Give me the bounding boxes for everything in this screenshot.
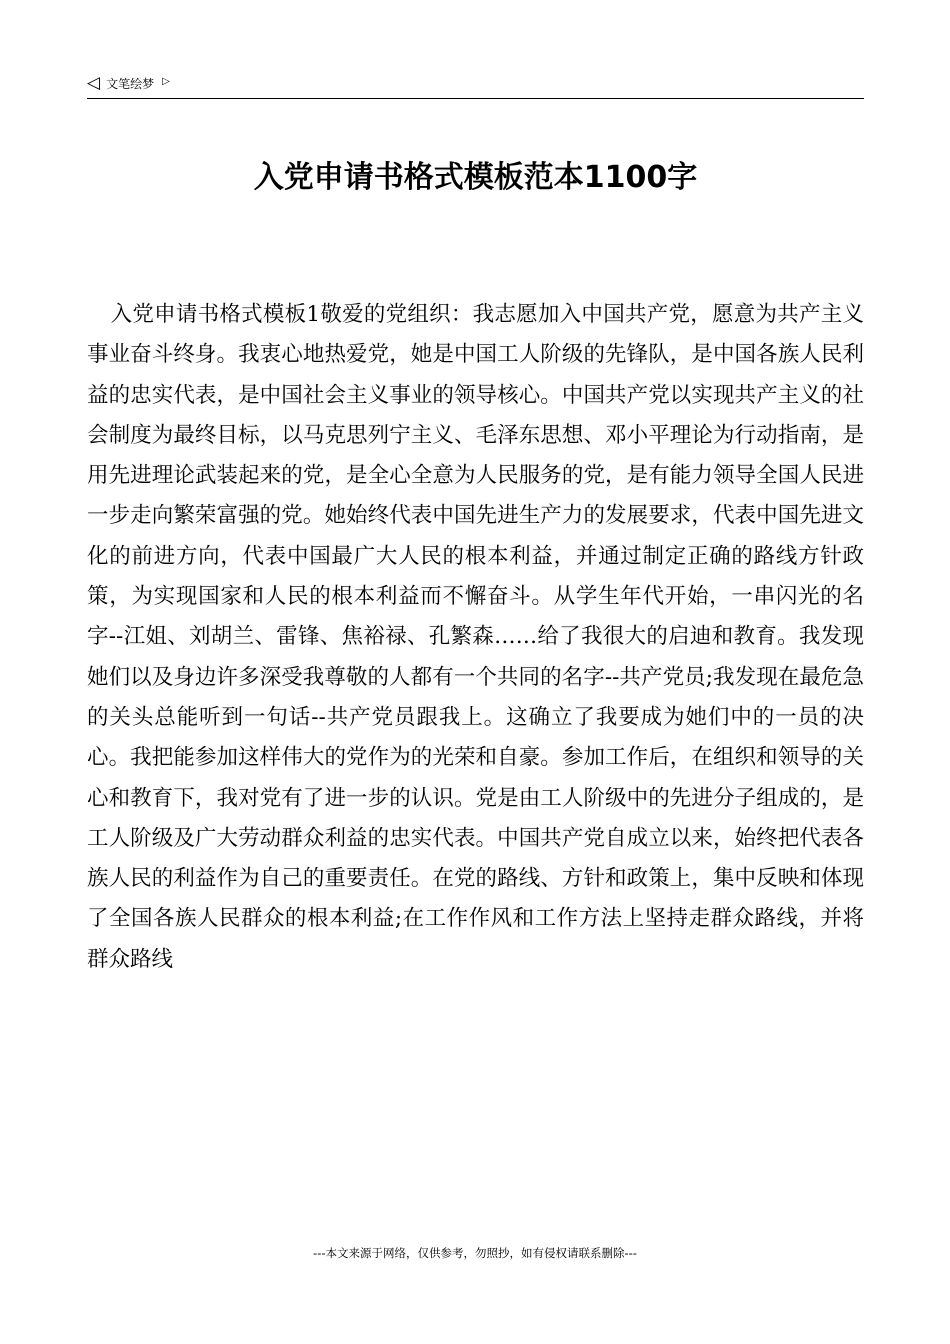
page-footer: ---本文来源于网络，仅供参考，勿照抄，如有侵权请联系删除---	[313, 1246, 637, 1260]
triangle-right-icon: ▷	[162, 75, 170, 87]
header-text: 文笔绘梦	[106, 76, 155, 91]
document-title: 入党申请书格式模板范本1100字	[253, 160, 698, 195]
document-body: 入党申请书格式模板1敬爱的党组织：我志愿加入中国共产党，愿意为共产主义事业奋斗终身。我衷心地热爱党，她是中国工人阶级的先锋队，是中国各族人民利益的忠实代表，是中国社会主义事业的领导核心。中国共产党以实现共产主义的社会制度为最终目标，以马克思列宁主义、毛泽东思想、邓小平理论为行动指南，是用先进理论武装起来的党，是全心全意为人民服务的党，是有能力领导全国人民进一步走向繁荣富强的党。她始终代表中国先进生产力的发展要求，代表中国先进文化的前进方向，代表中国最广大人民的根本利益，并通过制定正确的路线方针政策，为实现国家和人民的根本利益而不懈奋斗。从学生年代开始，一串闪光的名字--江姐、刘胡兰、雷锋、焦裕禄、孔繁森……给了我很大的启迪和教育。我发现她们以及身边许多深受我尊敬的人都有一个共同的名字--共产党员;我发现在最危急的关头总能听到一句话--共产党员跟我上。这确立了我要成为她们中的一员的决心。我把能参加这样伟大的党作为的光荣和自豪。参加工作后，在组织和领导的关心和教育下，我对党有了进一步的认识。党是由工人阶级中的先进分子组成的，是工人阶级及广大劳动群众利益的忠实代表。中国共产党自成立以来，始终把代表各族人民的利益作为自己的重要责任。在党的路线、方针和政策上，集中反映和体现了全国各族人民群众的根本利益;在工作作风和工作方法上坚持走群众路线，并将群众路线	[87, 302, 864, 972]
triangle-left-icon: ◁	[87, 72, 101, 93]
page-header	[87, 72, 864, 99]
